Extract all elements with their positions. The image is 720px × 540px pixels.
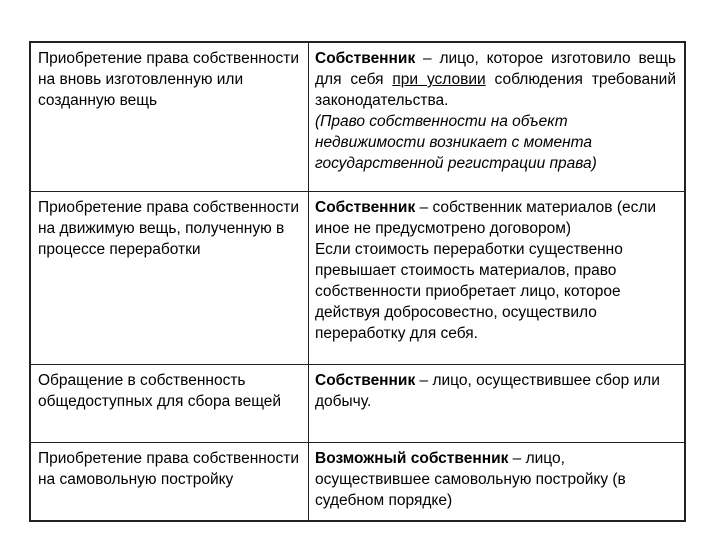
owner-description-cell — [309, 192, 684, 364]
dash: – — [415, 372, 433, 389]
owner-definition — [315, 370, 676, 412]
owner-definition — [315, 48, 676, 111]
table-row — [31, 43, 684, 191]
definition-text: лицо, которое изготовило вещь для себя — [315, 50, 676, 88]
acquisition-basis-cell: Приобретение права собственности на движимую вещь, полученную в процессе переработки — [31, 192, 309, 364]
owner-term: Возможный собственник — [315, 450, 509, 467]
owner-term: Собственник — [315, 50, 416, 67]
acquisition-basis-cell: Обращение в собственность общедоступных для сбора вещей — [31, 365, 309, 442]
processing-clause: Если стоимость переработки существенно превышает стоимость материалов, право собственности приобретает лицо, которое действуя добросовестно, осуществило переработку для себя. — [315, 241, 623, 342]
definition-text: собственник материалов (если иное не предусмотрено договором) — [315, 199, 657, 237]
definition-text: лицо, осуществившее самовольную постройку (в судебном порядке) — [315, 450, 626, 509]
underlined-condition: при условии — [392, 71, 486, 88]
definition-text-continued: соблюдения требований законодательства. — [315, 71, 676, 109]
dash: – — [508, 450, 526, 467]
table-row — [31, 442, 684, 520]
ownership-table — [29, 41, 686, 522]
acquisition-basis-cell: Приобретение права собственности на вновь изготовленную или созданную вещь — [31, 43, 309, 191]
owner-definition — [315, 197, 676, 239]
owner-description-cell — [309, 443, 684, 520]
owner-description-cell — [309, 365, 684, 442]
dash: – — [415, 50, 440, 67]
registration-note: (Право собственности на объект недвижимости возникает с момента государственной регистрации права) — [315, 113, 597, 172]
table-row — [31, 191, 684, 364]
table-row — [31, 364, 684, 442]
dash: – — [415, 199, 433, 216]
owner-definition — [315, 448, 676, 511]
owner-description-cell — [309, 43, 684, 191]
acquisition-basis-cell: Приобретение права собственности на самовольную постройку — [31, 443, 309, 520]
owner-term: Собственник — [315, 199, 416, 216]
definition-text: лицо, осуществившее сбор или добычу. — [315, 372, 660, 410]
owner-term: Собственник — [315, 372, 416, 389]
